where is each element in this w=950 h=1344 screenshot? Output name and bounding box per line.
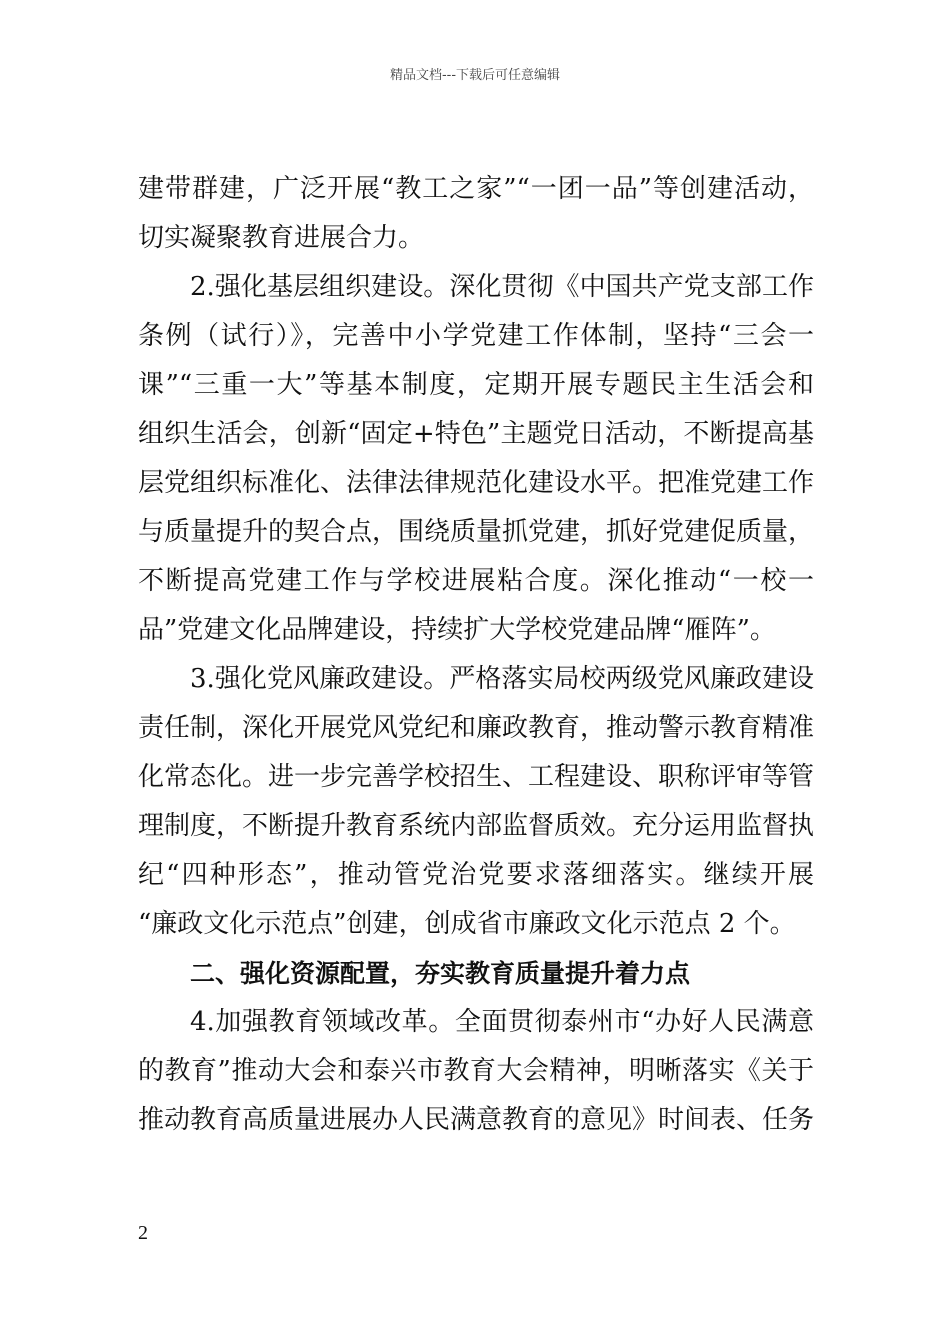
page-header: 精品文档---下载后可任意编辑 bbox=[389, 68, 561, 83]
text-line: 建带群建，广泛开展“教工之家”“一团一品”等创建活动， bbox=[138, 174, 814, 204]
text-line: 责任制，深化开展党风党纪和廉政教育，推动警示教育精准 bbox=[138, 713, 815, 743]
text-line: 推动教育高质量进展办人民满意教育的意见》时间表、任务 bbox=[138, 1105, 815, 1135]
document-body bbox=[138, 165, 814, 1145]
text-line: 切实凝聚教育进展合力。 bbox=[138, 223, 425, 253]
text-line: 2.强化基层组织建设。深化贯彻《中国共产党支部工作 bbox=[190, 272, 814, 302]
text-line: 的教育”推动大会和泰兴市教育大会精神，明晰落实《关于 bbox=[138, 1056, 814, 1086]
section-heading: 二、强化资源配置，夯实教育质量提升着力点 bbox=[190, 959, 691, 988]
text-line: 组织生活会，创新“固定+特色”主题党日活动，不断提高基 bbox=[138, 419, 814, 449]
text-line: 与质量提升的契合点，围绕质量抓党建，抓好党建促质量， bbox=[138, 517, 815, 547]
text-line: 理制度，不断提升教育系统内部监督质效。充分运用监督执 bbox=[138, 811, 815, 841]
text-line: 条例（试行）》，完善中小学党建工作体制，坚持“三会一 bbox=[138, 321, 814, 351]
text-line: 3.强化党风廉政建设。严格落实局校两级党风廉政建设 bbox=[190, 664, 814, 694]
text-line: “廉政文化示范点”创建，创成省市廉政文化示范点 2 个。 bbox=[138, 909, 796, 939]
text-line: 纪“四种形态”，推动管党治党要求落细落实。继续开展 bbox=[138, 860, 814, 890]
page-number: 2 bbox=[138, 1222, 148, 1244]
text-line: 不断提高党建工作与学校进展粘合度。深化推动“一校一 bbox=[138, 566, 814, 596]
text-line: 品”党建文化品牌建设，持续扩大学校党建品牌“雁阵”。 bbox=[138, 615, 776, 645]
text-line: 课”“三重一大”等基本制度，定期开展专题民主生活会和 bbox=[138, 370, 814, 400]
text-line: 化常态化。进一步完善学校招生、工程建设、职称评审等管 bbox=[138, 762, 815, 792]
text-line: 层党组织标准化、法律法律规范化建设水平。把准党建工作 bbox=[138, 468, 815, 498]
text-line: 4.加强教育领域改革。全面贯彻泰州市“办好人民满意 bbox=[190, 1007, 814, 1037]
